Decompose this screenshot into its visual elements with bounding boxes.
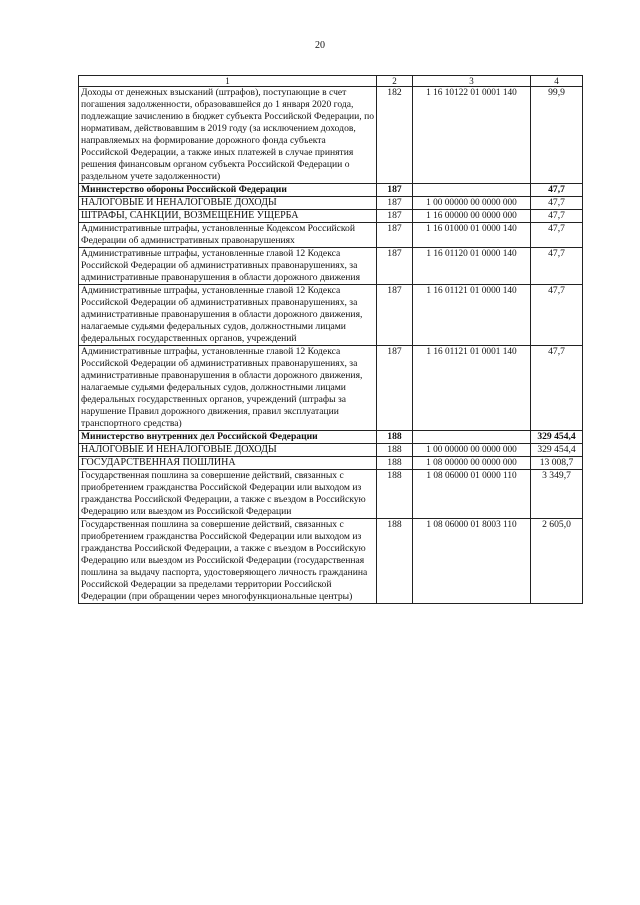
cell-name: Административные штрафы, установленные главой 12 Кодекса Российской Федерации об административных правонарушениях, за административные правонарушения в области дорожного движения (79, 248, 377, 285)
cell-classification-code: 1 16 01120 01 0000 140 (413, 248, 531, 285)
cell-name: Административные штрафы, установленные главой 12 Кодекса Российской Федерации об административных правонарушениях, за административные правонарушения в области дорожного движения, налагаемые судьями федеральных судов, должностными лицами федеральных государственных органов, учреждений (79, 285, 377, 346)
cell-name: Доходы от денежных взысканий (штрафов), поступающие в счет погашения задолженности, образовавшейся до 1 января 2020 года, подлежащие зачислению в бюджет субъекта Российской Федерации, по нормативам, действовавшим в 2019 году (за исключением доходов, направляемых на формирование дорожного фонда субъекта Российской Федерации, а также иных платежей в случае принятия решения финансовым органом субъекта Российской Федерации о раздельном учете задолженности) (79, 87, 377, 184)
cell-classification-code: 1 08 06000 01 0000 110 (413, 470, 531, 519)
cell-amount: 3 349,7 (531, 470, 583, 519)
cell-admin-code: 187 (377, 285, 413, 346)
cell-classification-code: 1 16 01000 01 0000 140 (413, 223, 531, 248)
cell-admin-code: 187 (377, 248, 413, 285)
cell-name: Административные штрафы, установленные Кодексом Российской Федерации об административных правонарушениях (79, 223, 377, 248)
cell-admin-code: 182 (377, 87, 413, 184)
cell-name: Государственная пошлина за совершение действий, связанных с приобретением гражданства Российской Федерации или выходом из гражданства Российской Федерации, а также с въездом в Российскую Федерацию или выездом из Российской Федерации (государственная пошлина за выдачу паспорта, удостоверяющего личность гражданина Российской Федерации за пределами территории Российской Федерации (при обращении через многофункциональные центры) (79, 519, 377, 604)
budget-revenue-table (78, 75, 583, 604)
cell-amount: 47,7 (531, 248, 583, 285)
cell-classification-code: 1 16 01121 01 0000 140 (413, 285, 531, 346)
cell-classification-code: 1 16 01121 01 0001 140 (413, 346, 531, 431)
table-body (79, 87, 583, 604)
cell-amount: 329 454,4 (531, 444, 583, 457)
cell-name: Административные штрафы, установленные главой 12 Кодекса Российской Федерации об административных правонарушениях, за административные правонарушения в области дорожного движения, налагаемые судьями федеральных судов, должностными лицами федеральных государственных органов, учреждений (штрафы за нарушение Правил дорожного движения, правил эксплуатации транспортного средства) (79, 346, 377, 431)
table-row (79, 431, 583, 444)
cell-name: Министерство обороны Российской Федерации (79, 184, 377, 197)
cell-name: НАЛОГОВЫЕ И НЕНАЛОГОВЫЕ ДОХОДЫ (79, 197, 377, 210)
table-row (79, 87, 583, 184)
cell-admin-code: 188 (377, 470, 413, 519)
table-row (79, 248, 583, 285)
cell-admin-code: 187 (377, 184, 413, 197)
table-row (79, 519, 583, 604)
cell-amount: 2 605,0 (531, 519, 583, 604)
header-col-3: 3 (413, 76, 531, 87)
cell-classification-code: 1 16 00000 00 0000 000 (413, 210, 531, 223)
table-row (79, 210, 583, 223)
cell-classification-code: 1 08 06000 01 8003 110 (413, 519, 531, 604)
table-row (79, 285, 583, 346)
cell-name: ШТРАФЫ, САНКЦИИ, ВОЗМЕЩЕНИЕ УЩЕРБА (79, 210, 377, 223)
table-row (79, 470, 583, 519)
cell-name: Министерство внутренних дел Российской Федерации (79, 431, 377, 444)
cell-classification-code (413, 431, 531, 444)
header-col-2: 2 (377, 76, 413, 87)
header-col-4: 4 (531, 76, 583, 87)
table-row (79, 223, 583, 248)
cell-admin-code: 188 (377, 519, 413, 604)
cell-amount: 47,7 (531, 184, 583, 197)
cell-amount: 99,9 (531, 87, 583, 184)
cell-admin-code: 187 (377, 210, 413, 223)
cell-amount: 47,7 (531, 285, 583, 346)
cell-amount: 329 454,4 (531, 431, 583, 444)
cell-classification-code: 1 16 10122 01 0001 140 (413, 87, 531, 184)
table-row (79, 444, 583, 457)
cell-classification-code: 1 00 00000 00 0000 000 (413, 444, 531, 457)
cell-name: ГОСУДАРСТВЕННАЯ ПОШЛИНА (79, 457, 377, 470)
cell-admin-code: 188 (377, 431, 413, 444)
header-col-1: 1 (79, 76, 377, 87)
table-row (79, 346, 583, 431)
cell-admin-code: 187 (377, 197, 413, 210)
cell-amount: 13 008,7 (531, 457, 583, 470)
cell-classification-code: 1 08 00000 00 0000 000 (413, 457, 531, 470)
cell-name: НАЛОГОВЫЕ И НЕНАЛОГОВЫЕ ДОХОДЫ (79, 444, 377, 457)
cell-amount: 47,7 (531, 197, 583, 210)
cell-classification-code (413, 184, 531, 197)
page-number: 20 (315, 40, 325, 51)
cell-amount: 47,7 (531, 346, 583, 431)
table-header-row (79, 76, 583, 87)
cell-admin-code: 188 (377, 444, 413, 457)
cell-admin-code: 187 (377, 223, 413, 248)
cell-classification-code: 1 00 00000 00 0000 000 (413, 197, 531, 210)
cell-admin-code: 187 (377, 346, 413, 431)
cell-admin-code: 188 (377, 457, 413, 470)
cell-amount: 47,7 (531, 210, 583, 223)
table-row (79, 184, 583, 197)
table-row (79, 457, 583, 470)
cell-amount: 47,7 (531, 223, 583, 248)
cell-name: Государственная пошлина за совершение действий, связанных с приобретением гражданства Российской Федерации или выходом из гражданства Российской Федерации, а также с въездом в Российскую Федерацию или выездом из Российской Федерации (79, 470, 377, 519)
table-row (79, 197, 583, 210)
